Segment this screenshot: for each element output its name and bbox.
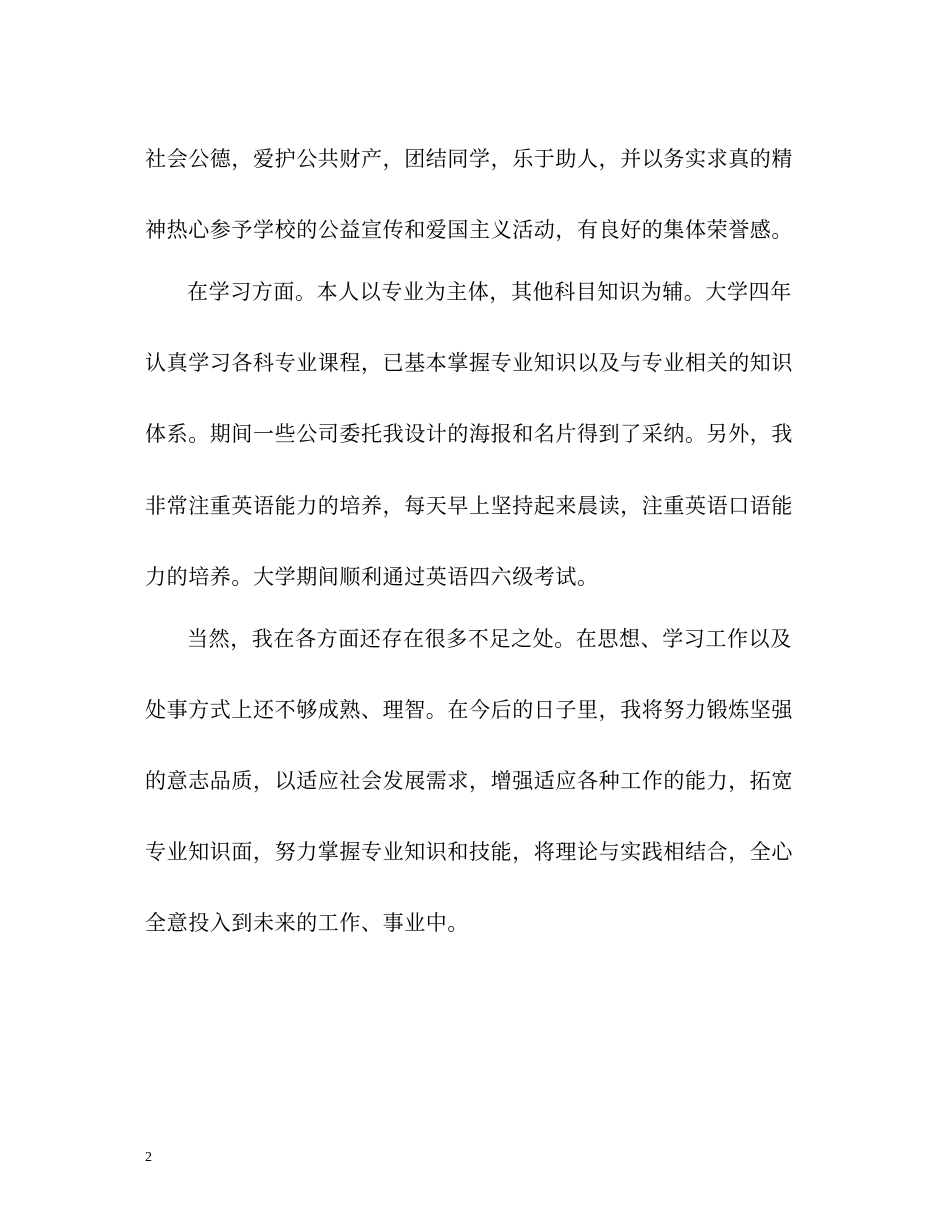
page-number: 2	[145, 1150, 152, 1165]
text-line: 体系。期间一些公司委托我设计的海报和名片得到了采纳。另外，我	[145, 422, 793, 446]
text-line: 全意投入到未来的工作、事业中。	[145, 911, 469, 935]
text-line: 处事方式上还不够成熟、理智。在今后的日子里，我将努力锻炼坚强	[145, 698, 793, 722]
text-line: 专业知识面，努力掌握专业知识和技能，将理论与实践相结合，全心	[145, 840, 793, 864]
paragraph-first-line: 在学习方面。本人以专业为主体，其他科目知识为辅。大学四年	[187, 280, 792, 304]
text-line: 的意志品质，以适应社会发展需求，增强适应各种工作的能力，拓宽	[145, 769, 793, 793]
text-line: 非常注重英语能力的培养，每天早上坚持起来晨读，注重英语口语能	[145, 494, 793, 518]
text-line: 力的培养。大学期间顺利通过英语四六级考试。	[145, 565, 599, 589]
paragraph-first-line: 当然，我在各方面还存在很多不足之处。在思想、学习工作以及	[187, 627, 792, 651]
text-line: 神热心参予学校的公益宣传和爱国主义活动，有良好的集体荣誉感。	[145, 218, 793, 242]
text-line: 认真学习各科专业课程，已基本掌握专业知识以及与专业相关的知识	[145, 351, 793, 375]
text-line: 社会公德，爱护公共财产，团结同学，乐于助人，并以务实求真的精	[145, 147, 793, 171]
